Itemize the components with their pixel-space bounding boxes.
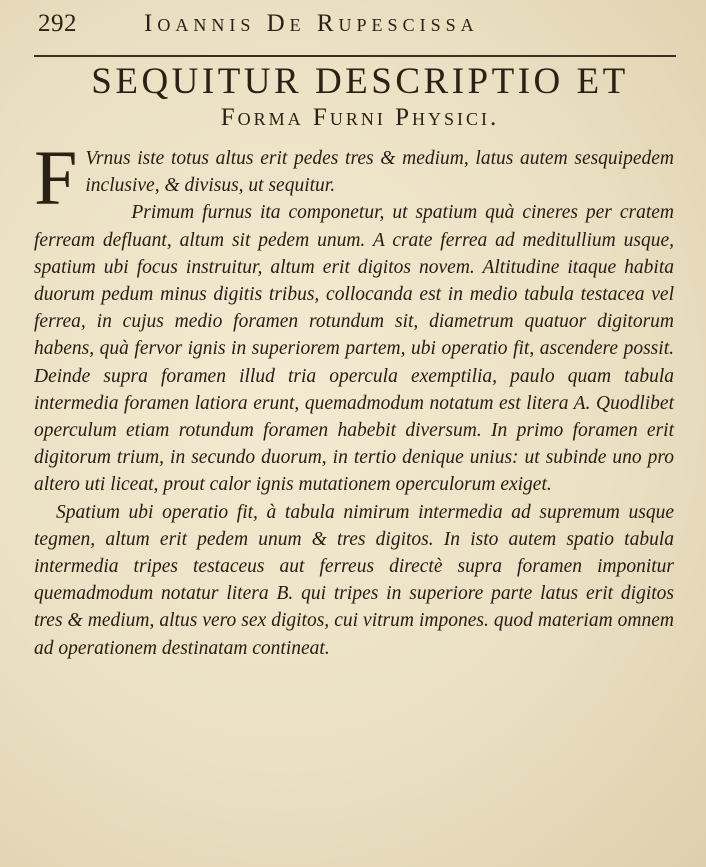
running-title: Ioannis De Rupescissa bbox=[144, 10, 479, 37]
paragraph-1 bbox=[34, 134, 674, 221]
drop-cap: F bbox=[34, 134, 78, 221]
running-head bbox=[30, 8, 676, 44]
section-title: SEQUITUR DESCRIPTIO ET bbox=[91, 61, 629, 102]
paragraph-3: Spatium ubi operatio fit, à tabula nimirum intermedia ad supremum usque tegmen, altum erit pedem unum & tres digitos. In isto autem spatio tabula intermedia tripes testaceus aut ferreus directè supra foramen imponitur quemadmodum notatur litera B. qui tripes in superiore parte latus erit digitos tres & medium, altus vero sex digitos, cui vitrum impones. quod materiam omnem ad operationem destinatam contineat. bbox=[34, 501, 674, 659]
section-subtitle: Forma Furni Physici. bbox=[220, 104, 500, 131]
paragraph-1-text: Vrnus iste totus altus erit pedes tres & medium, latus autem sesquipedem inclusive, & divisus, ut sequitur. bbox=[85, 148, 674, 197]
page-number: 292 bbox=[38, 10, 77, 37]
body-text bbox=[34, 134, 674, 662]
header-rule bbox=[34, 55, 676, 57]
paragraph-2: Primum furnus ita componetur, ut spatium quà cineres per cratem ferream defluant, altum sit pedem unum. A crate ferrea ad meditullium usque, spatium ubi focus instruitur, altum erit digitos novem. Altitudine itaque habita duorum pedum minus digitis tribus, collocanda est in medio tabula testacea vel ferrea, in cujus medio foramen rotundum sit, diametrum quatuor digitorum habens, quà fervor ignis in superiorem partem, ubi operatio fit, ascendere possit. Deinde supra foramen illud tria opercula exemptilia, paulo quam tabula intermedia foramen latiora erunt, quemadmodum notatum est litera A. Quodlibet operculum etiam rotundum foramen habebit diversum. In primo foramen erit digitorum trium, in secundo duorum, in tertio denique unius: ut subinde uno pro altero uti liceat, prout calor ignis mutationem operculorum exiget. bbox=[34, 202, 674, 496]
